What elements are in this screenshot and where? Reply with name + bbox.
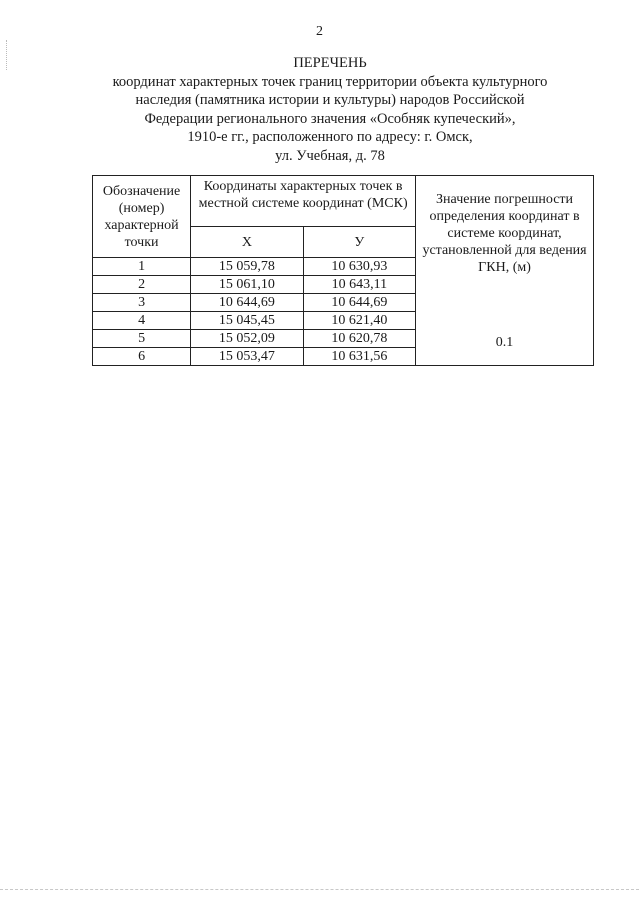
heading-line-3: Федерации регионального значения «Особняк купеческий», bbox=[144, 110, 516, 127]
cell-x: 15 052,09 bbox=[191, 330, 303, 348]
heading-line-5: ул. Учебная, д. 78 bbox=[275, 147, 385, 164]
cell-y: 10 621,40 bbox=[303, 312, 415, 330]
document-title: ПЕРЕЧЕНЬ bbox=[293, 55, 367, 71]
cell-point: 3 bbox=[93, 294, 191, 312]
cell-x: 15 059,78 bbox=[191, 258, 303, 276]
heading-line-4: 1910-е гг., расположенного по адресу: г. Омск, bbox=[187, 129, 473, 145]
cell-y: 10 631,56 bbox=[303, 348, 415, 366]
accuracy-value: 0.1 bbox=[495, 334, 514, 350]
header-accuracy: Значение погрешности определения координат в системе координат, установленной для ведения ГКН, (м) bbox=[422, 191, 587, 275]
heading-line-2: наследия (памятника истории и культуры) народов Российской bbox=[135, 92, 525, 108]
header-coordinates-group: Координаты характерных точек в местной системе координат (МСК) bbox=[191, 176, 416, 227]
cell-x: 15 053,47 bbox=[191, 348, 303, 366]
coordinates-table bbox=[92, 175, 594, 366]
cell-point: 4 bbox=[93, 312, 191, 330]
scan-artifact-bottom bbox=[0, 889, 639, 890]
cell-point: 2 bbox=[93, 276, 191, 294]
table-header-row bbox=[93, 176, 594, 227]
cell-x: 15 061,10 bbox=[191, 276, 303, 294]
cell-y: 10 644,69 bbox=[303, 294, 415, 312]
cell-y: 10 643,11 bbox=[303, 276, 415, 294]
cell-point: 6 bbox=[93, 348, 191, 366]
cell-y: 10 620,78 bbox=[303, 330, 415, 348]
cell-point: 1 bbox=[93, 258, 191, 276]
cell-point: 5 bbox=[93, 330, 191, 348]
header-y: У bbox=[303, 227, 415, 258]
scan-artifact-left bbox=[6, 40, 8, 70]
cell-x: 10 644,69 bbox=[191, 294, 303, 312]
page-number: 2 bbox=[316, 24, 323, 39]
header-point: Обозначение (номер) характерной точки bbox=[93, 176, 191, 258]
document-heading bbox=[60, 54, 600, 165]
cell-y: 10 630,93 bbox=[303, 258, 415, 276]
heading-line-1: координат характерных точек границ территории объекта культурного bbox=[112, 73, 548, 90]
header-x: X bbox=[191, 227, 303, 258]
header-accuracy-cell bbox=[416, 176, 594, 366]
cell-x: 15 045,45 bbox=[191, 312, 303, 330]
